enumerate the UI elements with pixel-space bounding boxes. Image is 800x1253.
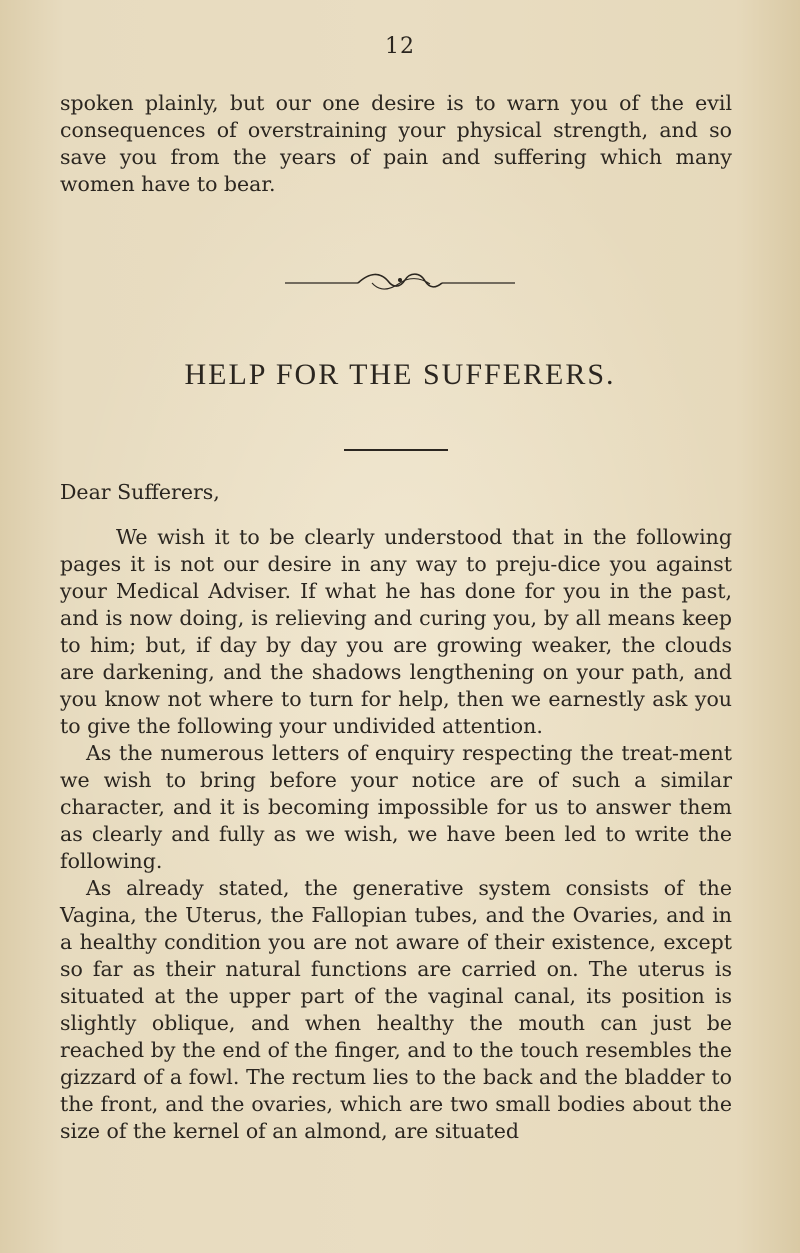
decorative-flourish-icon	[280, 268, 520, 298]
body-text-block	[60, 524, 732, 1145]
top-paragraph: spoken plainly, but our one desire is to warn you of the evil consequences of overstraining your physical strength, and so save you from the years of pain and suffering which many women have to bear.	[60, 91, 732, 196]
paragraph-3: As already stated, the generative system consists of the Vagina, the Uterus, the Fallopian tubes, and the Ovaries, and in a healthy condition you are not aware of their existence, except so far as their natural functions are carried on. The uterus is situated at the upper part of the vaginal canal, its position is slightly oblique, and when healthy the mouth can just be reached by the end of the finger, and to the touch resembles the gizzard of a fowl. The rectum lies to the back and the bladder to the front, and the ovaries, which are two small bodies about the size of the kernel of an almond, are situated	[60, 876, 732, 1143]
page-number: 12	[385, 34, 415, 59]
paragraph-2: As the numerous letters of enquiry respecting the treat-ment we wish to bring before your notice are of such a similar character, and it is becoming impossible for us to answer them as clearly and fully as we wish, we have been led to write the following.	[60, 741, 732, 873]
section-heading: HELP FOR THE SUFFERERS.	[184, 358, 616, 391]
heading-divider	[344, 449, 448, 451]
top-paragraph-block	[60, 90, 732, 198]
salutation: Dear Sufferers,	[60, 480, 220, 504]
paragraph-1: We wish it to be clearly understood that in the following pages it is not our desire in any way to preju-dice you against your Medical Adviser. If what he has done for you in the past, and is now doing, is relieving and curing you, by all means keep to him; but, if day by day you are growing weaker, the clouds are darkening, and the shadows lengthening on your path, and you know not where to turn for help, then we earnestly ask you to give the following your undivided attention.	[60, 525, 732, 738]
